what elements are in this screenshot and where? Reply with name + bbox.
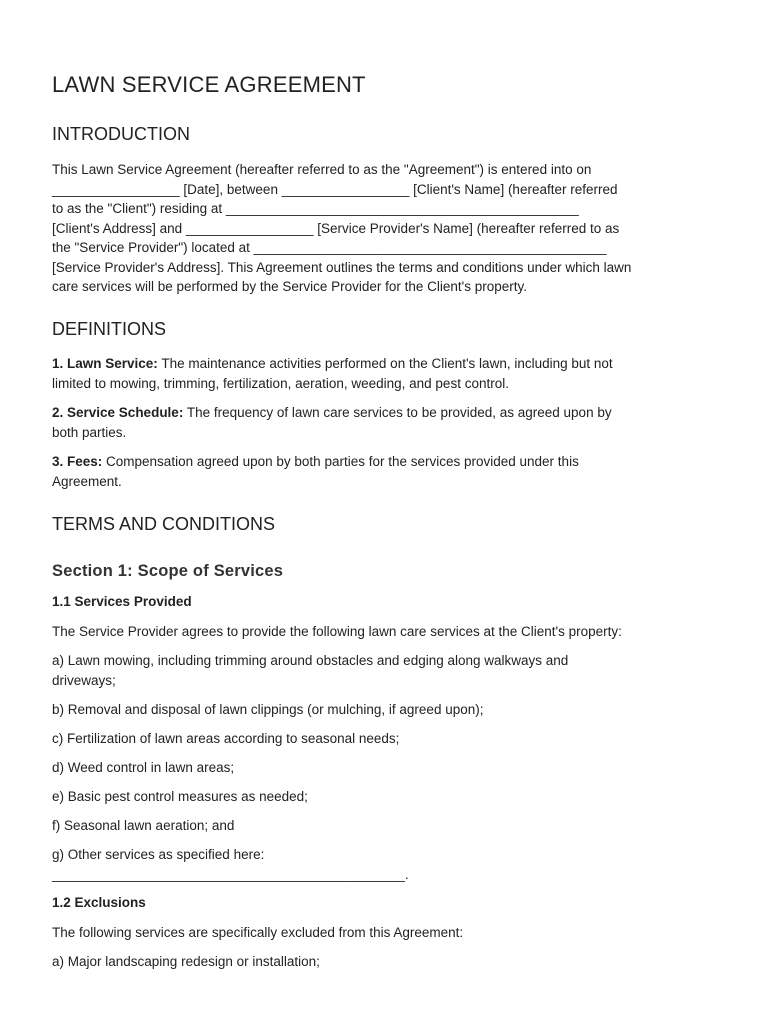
exclusion-item-a: a) Major landscaping redesign or installation; [52,954,320,969]
definition-term: 1. Lawn Service: [52,356,158,371]
definition-text: limited to mowing, trimming, fertilization, aeration, weeding, and pest control. [52,375,509,391]
service-item-a: a) Lawn mowing, including trimming around obstacles and edging along walkways and driveways; [52,653,569,688]
definition-item-service-schedule [52,403,722,442]
service-item-c: c) Fertilization of lawn areas according to seasonal needs; [52,731,400,746]
service-item-d: d) Weed control in lawn areas; [52,760,235,775]
section1-heading: Section 1: Scope of Services [52,562,284,580]
definition-text: Compensation agreed upon by both parties for the services provided under this [102,454,579,469]
document-title: LAWN SERVICE AGREEMENT [52,72,366,97]
text-line: care services will be performed by the Service Provider for the Client's property. [52,279,528,294]
definition-text: The frequency of lawn care services to be provided, as agreed upon by [183,405,612,420]
definition-term: 2. Service Schedule: [52,405,184,420]
text-line: to as the "Client") residing at _______________________________________________ [52,201,579,216]
service-item-f: f) Seasonal lawn aeration; and [52,818,235,833]
service-item-b: b) Removal and disposal of lawn clippings (or mulching, if agreed upon); [52,702,484,717]
definition-term: 3. Fees: [52,454,103,469]
text-line: [Client's Address] and _________________ [Service Provider's Name] (hereafter referred to as [52,220,620,236]
definition-item-lawn-service [52,354,722,393]
text-line: This Lawn Service Agreement (hereafter referred to as the "Agreement") is entered into on [52,162,592,177]
text-line: the "Service Provider") located at _______________________________________________ [52,240,607,255]
subsection-1-2-heading: 1.2 Exclusions [52,895,146,910]
definitions-heading: DEFINITIONS [52,319,167,339]
definition-text: both parties. [52,424,127,440]
service-item-g: g) Other services as specified here: _______________________________________________. [52,847,409,882]
definition-item-fees [52,452,722,491]
introduction-paragraph [52,160,722,297]
exclusions-intro: The following services are specifically excluded from this Agreement: [52,925,464,940]
definition-text: Agreement. [52,473,122,489]
text-line: [Service Provider's Address]. This Agreement outlines the terms and conditions under which lawn [52,259,632,275]
service-item-e: e) Basic pest control measures as needed; [52,789,308,804]
services-intro: The Service Provider agrees to provide the following lawn care services at the Client's property: [52,624,622,639]
introduction-heading: INTRODUCTION [52,124,190,144]
terms-heading: TERMS AND CONDITIONS [52,514,276,534]
subsection-1-1-heading: 1.1 Services Provided [52,594,192,609]
text-line: _________________ [Date], between _________________ [Client's Name] (hereafter referred [52,181,618,197]
definition-text: The maintenance activities performed on the Client's lawn, including but not [157,356,613,371]
